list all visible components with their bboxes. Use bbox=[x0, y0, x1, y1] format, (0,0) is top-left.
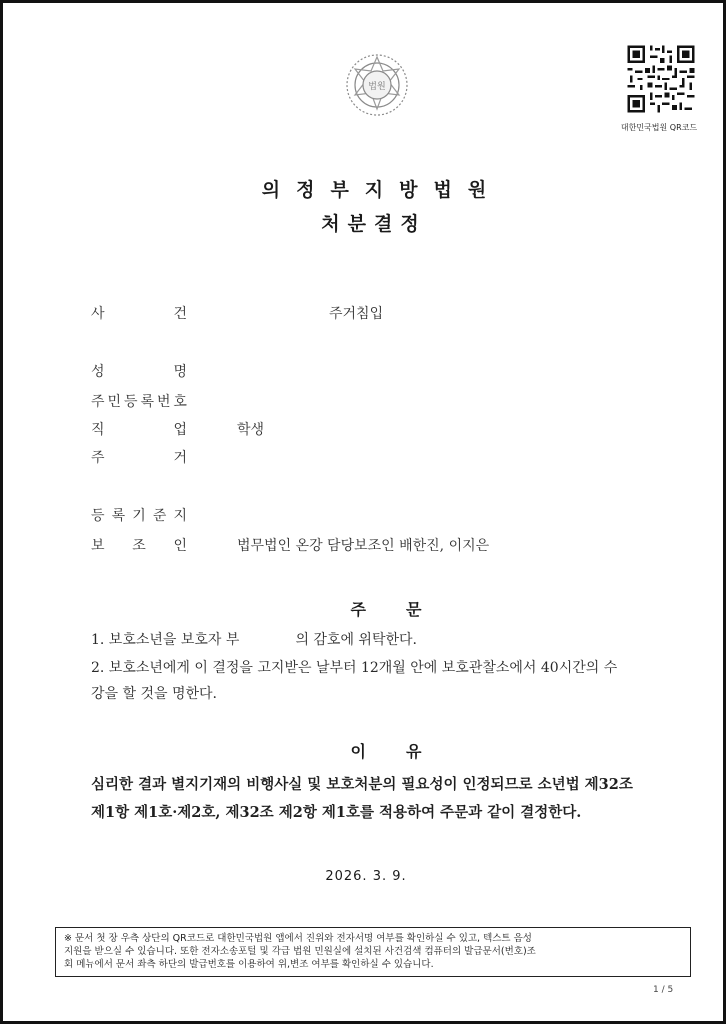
emblem-text: 법원 bbox=[368, 82, 386, 92]
label-char: 업 bbox=[173, 422, 187, 438]
label-char: 민 bbox=[107, 394, 122, 410]
document-title: 처분결정 bbox=[321, 213, 427, 235]
order-item-1 bbox=[91, 629, 651, 649]
label-char: 지 bbox=[173, 508, 187, 524]
order-item-2-line-2: 강을 할 것을 명한다. bbox=[91, 686, 217, 702]
label-char: 호 bbox=[173, 394, 187, 410]
field-label-address bbox=[91, 447, 187, 467]
field-value-assistant: 법무법인 온강 담당보조인 배한진, 이지은 bbox=[237, 538, 490, 554]
qr-code-icon bbox=[625, 43, 697, 115]
label-char: 건 bbox=[173, 306, 187, 322]
field-label-name bbox=[91, 361, 187, 381]
label-char: 직 bbox=[91, 422, 105, 438]
label-char: 명 bbox=[173, 364, 187, 380]
label-char: 록 bbox=[111, 508, 126, 524]
label-char: 조 bbox=[132, 538, 146, 554]
field-label-registration-base bbox=[91, 505, 187, 525]
reason-line-1: 심리한 결과 별지기재의 비행사실 및 보호처분의 필요성이 인정되므로 소년법 제32조 bbox=[91, 776, 633, 793]
page-number: 1 / 5 bbox=[653, 985, 674, 995]
court-emblem-icon bbox=[343, 51, 411, 119]
decision-date: 2026. 3. 9. bbox=[325, 869, 407, 884]
label-char: 등 bbox=[91, 508, 105, 524]
notice-line-2: 지원을 받으실 수 있습니다. 또한 전자소송포털 및 각급 법원 민원실에 설치된 사건검색 컴퓨터의 발급문서(번호)조 bbox=[64, 946, 536, 957]
verification-notice bbox=[55, 927, 691, 977]
order-heading: 주문 bbox=[350, 600, 462, 619]
label-char: 기 bbox=[132, 508, 146, 524]
notice-line-1: ※ 문서 첫 장 우측 상단의 QR코드로 대한민국법원 앱에서 진위와 전자서명 여부를 확인하실 수 있고, 텍스트 음성 bbox=[64, 933, 532, 944]
label-char: 록 bbox=[140, 394, 154, 410]
order-item-1-part-b: 의 감호에 위탁한다. bbox=[295, 632, 417, 648]
field-label-resident-number bbox=[91, 391, 187, 411]
reason-heading: 이유 bbox=[350, 742, 462, 761]
qr-label: 대한민국법원 QR코드 bbox=[620, 123, 698, 132]
court-name: 의정부지방법원 bbox=[261, 179, 503, 201]
field-label-assistant bbox=[91, 535, 187, 555]
notice-line-3: 회 메뉴에서 문서 좌측 하단의 발급번호를 이용하여 위,변조 여부를 확인하실 수 있습니다. bbox=[64, 959, 434, 970]
label-char: 준 bbox=[152, 508, 167, 524]
label-char: 등 bbox=[123, 394, 138, 410]
label-char: 거 bbox=[173, 450, 187, 466]
field-label-case bbox=[91, 303, 187, 323]
field-value-occupation: 학생 bbox=[237, 422, 265, 438]
label-char: 사 bbox=[91, 306, 105, 322]
label-char: 성 bbox=[91, 364, 105, 380]
field-label-occupation bbox=[91, 419, 187, 439]
label-char: 보 bbox=[91, 538, 105, 554]
label-char: 주 bbox=[91, 394, 105, 410]
reason-line-2: 제1항 제1호·제2호, 제32조 제2항 제1호를 적용하여 주문과 같이 결정한다. bbox=[91, 804, 582, 821]
field-value-case: 주거침입 bbox=[329, 306, 384, 322]
label-char: 번 bbox=[156, 394, 171, 410]
order-item-2-line-1: 2. 보호소년에게 이 결정을 고지받은 날부터 12개월 안에 보호관찰소에서 40시간의 수 bbox=[91, 660, 618, 676]
order-item-1-part-a: 1. 보호소년을 보호자 부 bbox=[91, 632, 240, 648]
label-char: 인 bbox=[173, 538, 187, 554]
label-char: 주 bbox=[91, 450, 105, 466]
